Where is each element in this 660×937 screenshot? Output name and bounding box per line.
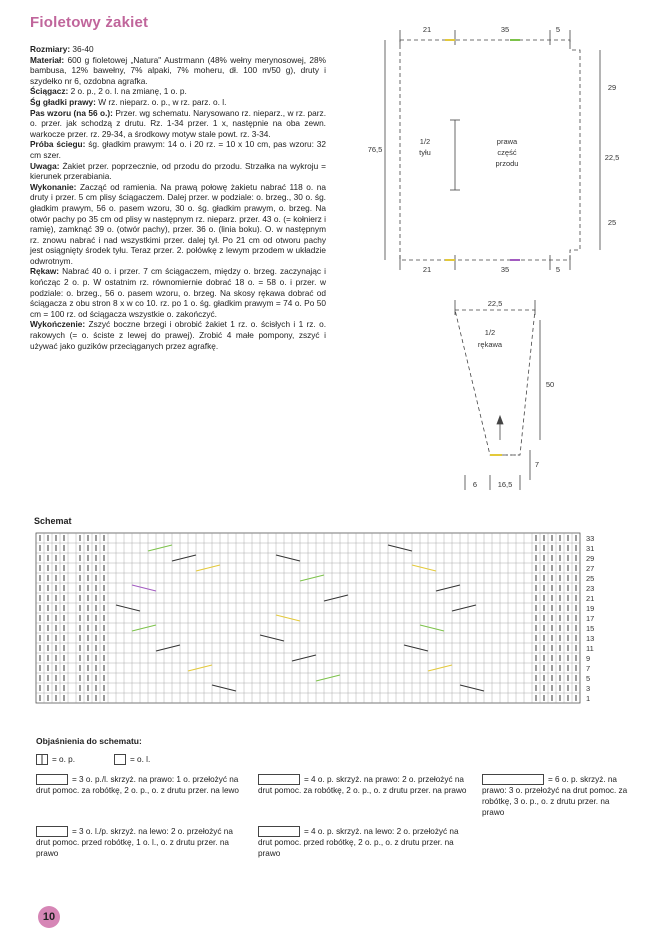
dim-right-c: 25	[607, 218, 617, 227]
row-number: 5	[586, 674, 591, 683]
instruction-paragraph: Materiał: 600 g fioletowej „Natura" Austrmann (48% wełny merynosowej, 28% bambusa, 12% bawełny, 7% alpaki, 7% moheru, dł. 100 m/50 g), druty i szydełko nr 6, ozdobna agrafka.	[30, 54, 326, 86]
dim-bottom-left: 21	[422, 265, 432, 274]
row-number: 33	[586, 534, 595, 543]
sleeve-bottom: 16,5	[497, 480, 513, 489]
legend-purl: = o. l.	[114, 754, 150, 765]
knitting-chart	[34, 531, 614, 707]
front-label-1: prawa	[496, 137, 518, 146]
cross-6-right-icon	[482, 774, 544, 785]
row-number: 11	[586, 644, 594, 653]
row-number: 3	[586, 684, 591, 693]
legend-cross-4-left: = 4 o. p. skrzyż. na lewo: 2 o. przełożyć na drut pomoc. przed robótkę, 2 o. p., o. z drutu przer. na prawo	[258, 827, 459, 859]
knitting-chart-svg	[34, 531, 614, 707]
legend-title: Objaśnienia do schematu:	[36, 736, 142, 746]
dim-right-b: 22,5	[604, 153, 620, 162]
dim-bottom-right: 5	[555, 265, 561, 274]
dim-right-a: 29	[607, 83, 617, 92]
row-number: 13	[586, 634, 595, 643]
row-number: 9	[586, 654, 591, 663]
row-number: 31	[586, 544, 595, 553]
sleeve-bottom-left: 6	[472, 480, 478, 489]
page-number: 10	[38, 906, 60, 928]
cross-4-right-icon	[258, 774, 300, 785]
sleeve-label-1: 1/2	[484, 328, 496, 337]
front-label-3: przodu	[495, 159, 519, 168]
legend-cross-4-right: = 4 o. p. skrzyż. na prawo: 2 o. przełożyć na drut pomoc. za robótkę, 2 o. p., o. z drutu przer. na prawo	[258, 775, 467, 796]
row-number: 7	[586, 664, 591, 673]
instruction-paragraph: Wykończenie: Zszyć boczne brzegi i obrobić żakiet 1 rz. o. ścisłych i 1 rz. o. rakowych (= o. ściste z lewej do prawej). Zrobić 4 małe pompony, zszyć i używać jako guzików przeciąganych przez agrafkę.	[30, 319, 326, 351]
instruction-paragraph: Śg gładki prawy: W rz. nieparz. o. p., w rz. parz. o. l.	[30, 96, 227, 107]
sleeve-top: 22,5	[487, 299, 503, 308]
pattern-diagram	[340, 20, 640, 500]
back-label-2: tyłu	[419, 148, 431, 157]
row-number: 23	[586, 584, 595, 593]
row-number: 19	[586, 604, 595, 613]
front-label-2: część	[497, 148, 517, 157]
instruction-paragraph: Próba ściegu: śg. gładkim prawym: 14 o. i 20 rz. = 10 x 10 cm, pas wzoru: 32 cm szer.	[30, 139, 327, 160]
cross-4-left-icon	[258, 826, 300, 837]
cross-3-left-icon	[36, 826, 68, 837]
instruction-paragraph: Rękaw: Nabrać 40 o. i przer. 7 cm ściągaczem, między o. brzeg. zaczynając i kończąc 2 o. p. W ostatnim rz. równomiernie dobrać 18 o. = 58 o. i przer. w podziale: o. brzeg., 56 o. pasem wzoru, o. brzeg. Na skosy rękawa dobrać od ściągacza z obu stron 8 x w co 10. rz. po 1 o. śg. gładkim prawym = 74 o. Po 50 cm = 100 rz. od ściągacza wszystkie o. zakończyć.	[30, 266, 326, 319]
instruction-paragraph: Wykonanie: Zacząć od ramienia. Na prawą połowę żakietu nabrać 118 o. na druty i przer. 5 cm plisy ściągaczem. Dalej przer. w podziale: o. brzeg., 30 o. śg. gładkim prawym, 56 o. pasem wzoru, 30 o. śg. gładkim prawym, o. brzeg. Na otwór pachy po 35 cm od plisy w następnym rz. nieparz. przer. 43 o. (= kołnierz i ramię), zamknąć 39 o. (otwór pachy), przer. 36 o. (linia boku). O. w następnym rz. znowu nabrać i nad wszystkimi przer. dalej tył. Po 21 cm od otworu pachy jest osiągnięty środek tyłu. Teraz przer. 2. połówkę z lewym przodem w układzie odwrotnym.	[30, 181, 326, 266]
instruction-paragraph: Ściągacz: 2 o. p., 2 o. l. na zmianę, 1 o. p.	[30, 86, 187, 97]
instruction-paragraph: Pas wzoru (na 56 o.): Przer. wg schematu. Narysowano rz. nieparz., w rz. parz. o. przer. jak schodzą z drutu. Rz. 1-34 przer. 1 x, następnie na oba zewn. warkocze przer. rz. 29-34, a środkowy motyw stale powt. rz. 3-34.	[30, 107, 326, 139]
instruction-paragraph: Uwaga: Żakiet przer. poprzecznie, od przodu do przodu. Strzałka na wykroju = kierunek przerabiania.	[30, 160, 326, 182]
instructions	[30, 44, 326, 351]
row-number: 15	[586, 624, 595, 633]
dim-left-total: 76,5	[367, 145, 383, 154]
pattern-diagram-svg	[340, 20, 640, 500]
legend-cross-3-left: = 3 o. l./p. skrzyż. na lewo: 2 o. przełożyć na drut pomoc. przed robótkę, 1 o. l., o. z drutu przer. na prawo	[36, 827, 233, 859]
page-title: Fioletowy żakiet	[30, 14, 149, 31]
dim-top-left: 21	[422, 25, 432, 34]
sleeve-length: 50	[545, 380, 555, 389]
back-label-1: 1/2	[419, 137, 431, 146]
row-number: 27	[586, 564, 595, 573]
instruction-paragraph: Rozmiary: 36-40	[30, 44, 94, 54]
legend-cross-3-right: = 3 o. p./l. skrzyż. na prawo: 1 o. przełożyć na drut pomoc. za robótkę, 2 o. p., o. z drutu przer. na lewo	[36, 775, 239, 796]
knit-symbol-icon	[36, 754, 48, 765]
legend-cross-6-right: = 6 o. p. skrzyż. na prawo: 3 o. przełożyć na drut pomoc. za robótkę, 3 o. p., o. z drutu przer. na prawo	[482, 775, 628, 818]
sleeve-label-2: rękawa	[477, 340, 503, 349]
dim-top-mid: 35	[500, 25, 510, 34]
schemat-title: Schemat	[34, 516, 72, 526]
sleeve-cuff: 7	[534, 460, 540, 469]
row-number: 25	[586, 574, 595, 583]
purl-symbol-icon	[114, 754, 126, 765]
row-number: 21	[586, 594, 595, 603]
row-number: 29	[586, 554, 595, 563]
cross-3-right-icon	[36, 774, 68, 785]
dim-bottom-mid: 35	[500, 265, 510, 274]
row-number: 1	[586, 694, 591, 703]
legend-knit: = o. p.	[36, 754, 75, 765]
dim-top-right: 5	[555, 25, 561, 34]
row-number: 17	[586, 614, 595, 623]
